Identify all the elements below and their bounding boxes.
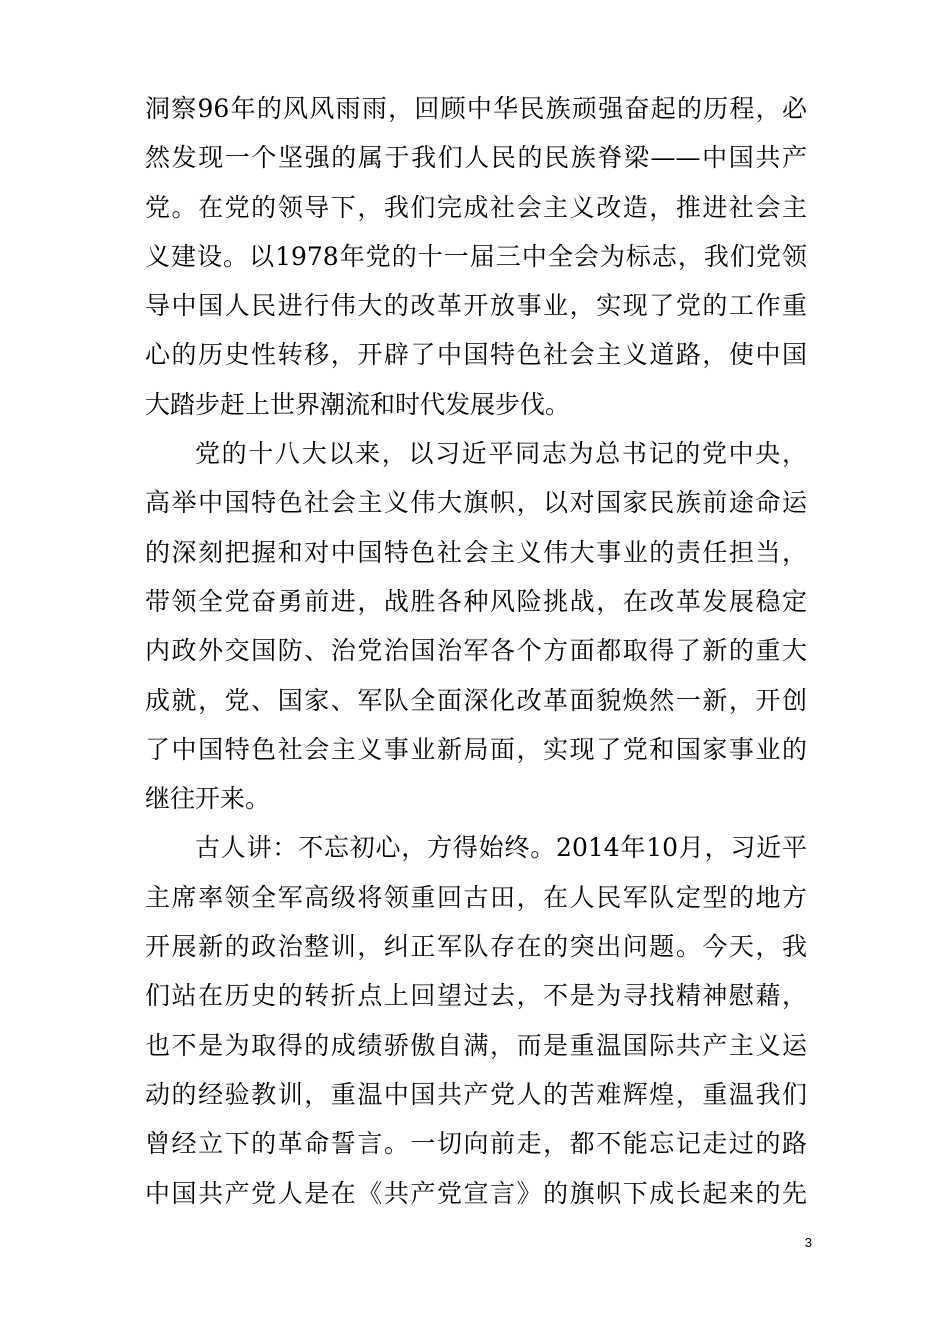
text-line: 的深刻把握和对中国特色社会主义伟大事业的责任担当， (145, 537, 807, 567)
paragraph-1 (145, 84, 807, 429)
text-line: 们站在历史的转折点上回望过去，不是为寻找精神慰藉， (145, 981, 807, 1011)
text-line: 也不是为取得的成绩骄傲自满，而是重温国际共产主义运 (145, 1030, 807, 1060)
text-line: 义建设。以1978年党的十一届三中全会为标志，我们党领 (145, 241, 807, 271)
text-line: 然发现一个坚强的属于我们人民的民族脊梁——中国共产 (145, 143, 807, 173)
text-line: 成就，党、国家、军队全面深化改革面貌焕然一新，开创 (145, 685, 807, 715)
text-line: 导中国人民进行伟大的改革开放事业，实现了党的工作重 (145, 291, 807, 321)
text-line: 古人讲：不忘初心，方得始终。2014年10月，习近平 (195, 833, 807, 863)
text-line: 动的经验教训，重温中国共产党人的苦难辉煌，重温我们 (145, 1079, 807, 1109)
text-line: 心的历史性转移，开辟了中国特色社会主义道路，使中国 (145, 340, 807, 370)
paragraph-2 (145, 429, 807, 823)
text-line: 曾经立下的革命誓言。一切向前走，都不能忘记走过的路 (145, 1129, 807, 1159)
text-line: 内政外交国防、治党治国治军各个方面都取得了新的重大 (145, 636, 807, 666)
paragraph-3 (145, 823, 807, 1217)
text-line: 高举中国特色社会主义伟大旗帜，以对国家民族前途命运 (145, 488, 807, 518)
page-number: 3 (804, 1235, 812, 1250)
text-line: 了中国特色社会主义事业新局面，实现了党和国家事业的 (145, 734, 807, 764)
text-line: 党。在党的领导下，我们完成社会主义改造，推进社会主 (145, 192, 807, 222)
text-line: 党的十八大以来，以习近平同志为总书记的党中央， (195, 439, 807, 469)
body-text (145, 84, 807, 1218)
text-line: 继往开来。 (145, 784, 271, 814)
text-line: 洞察96年的风风雨雨，回顾中华民族顽强奋起的历程，必 (145, 94, 807, 123)
text-line: 大踏步赶上世界潮流和时代发展步伐。 (145, 389, 571, 419)
text-line: 带领全党奋勇前进，战胜各种风险挑战，在改革发展稳定 (145, 586, 807, 616)
text-line: 中国共产党人是在《共产党宣言》的旗帜下成长起来的先 (145, 1178, 807, 1208)
text-line: 主席率领全军高级将领重回古田，在人民军队定型的地方 (145, 882, 807, 912)
text-line: 开展新的政治整训，纠正军队存在的突出问题。今天，我 (145, 932, 807, 962)
